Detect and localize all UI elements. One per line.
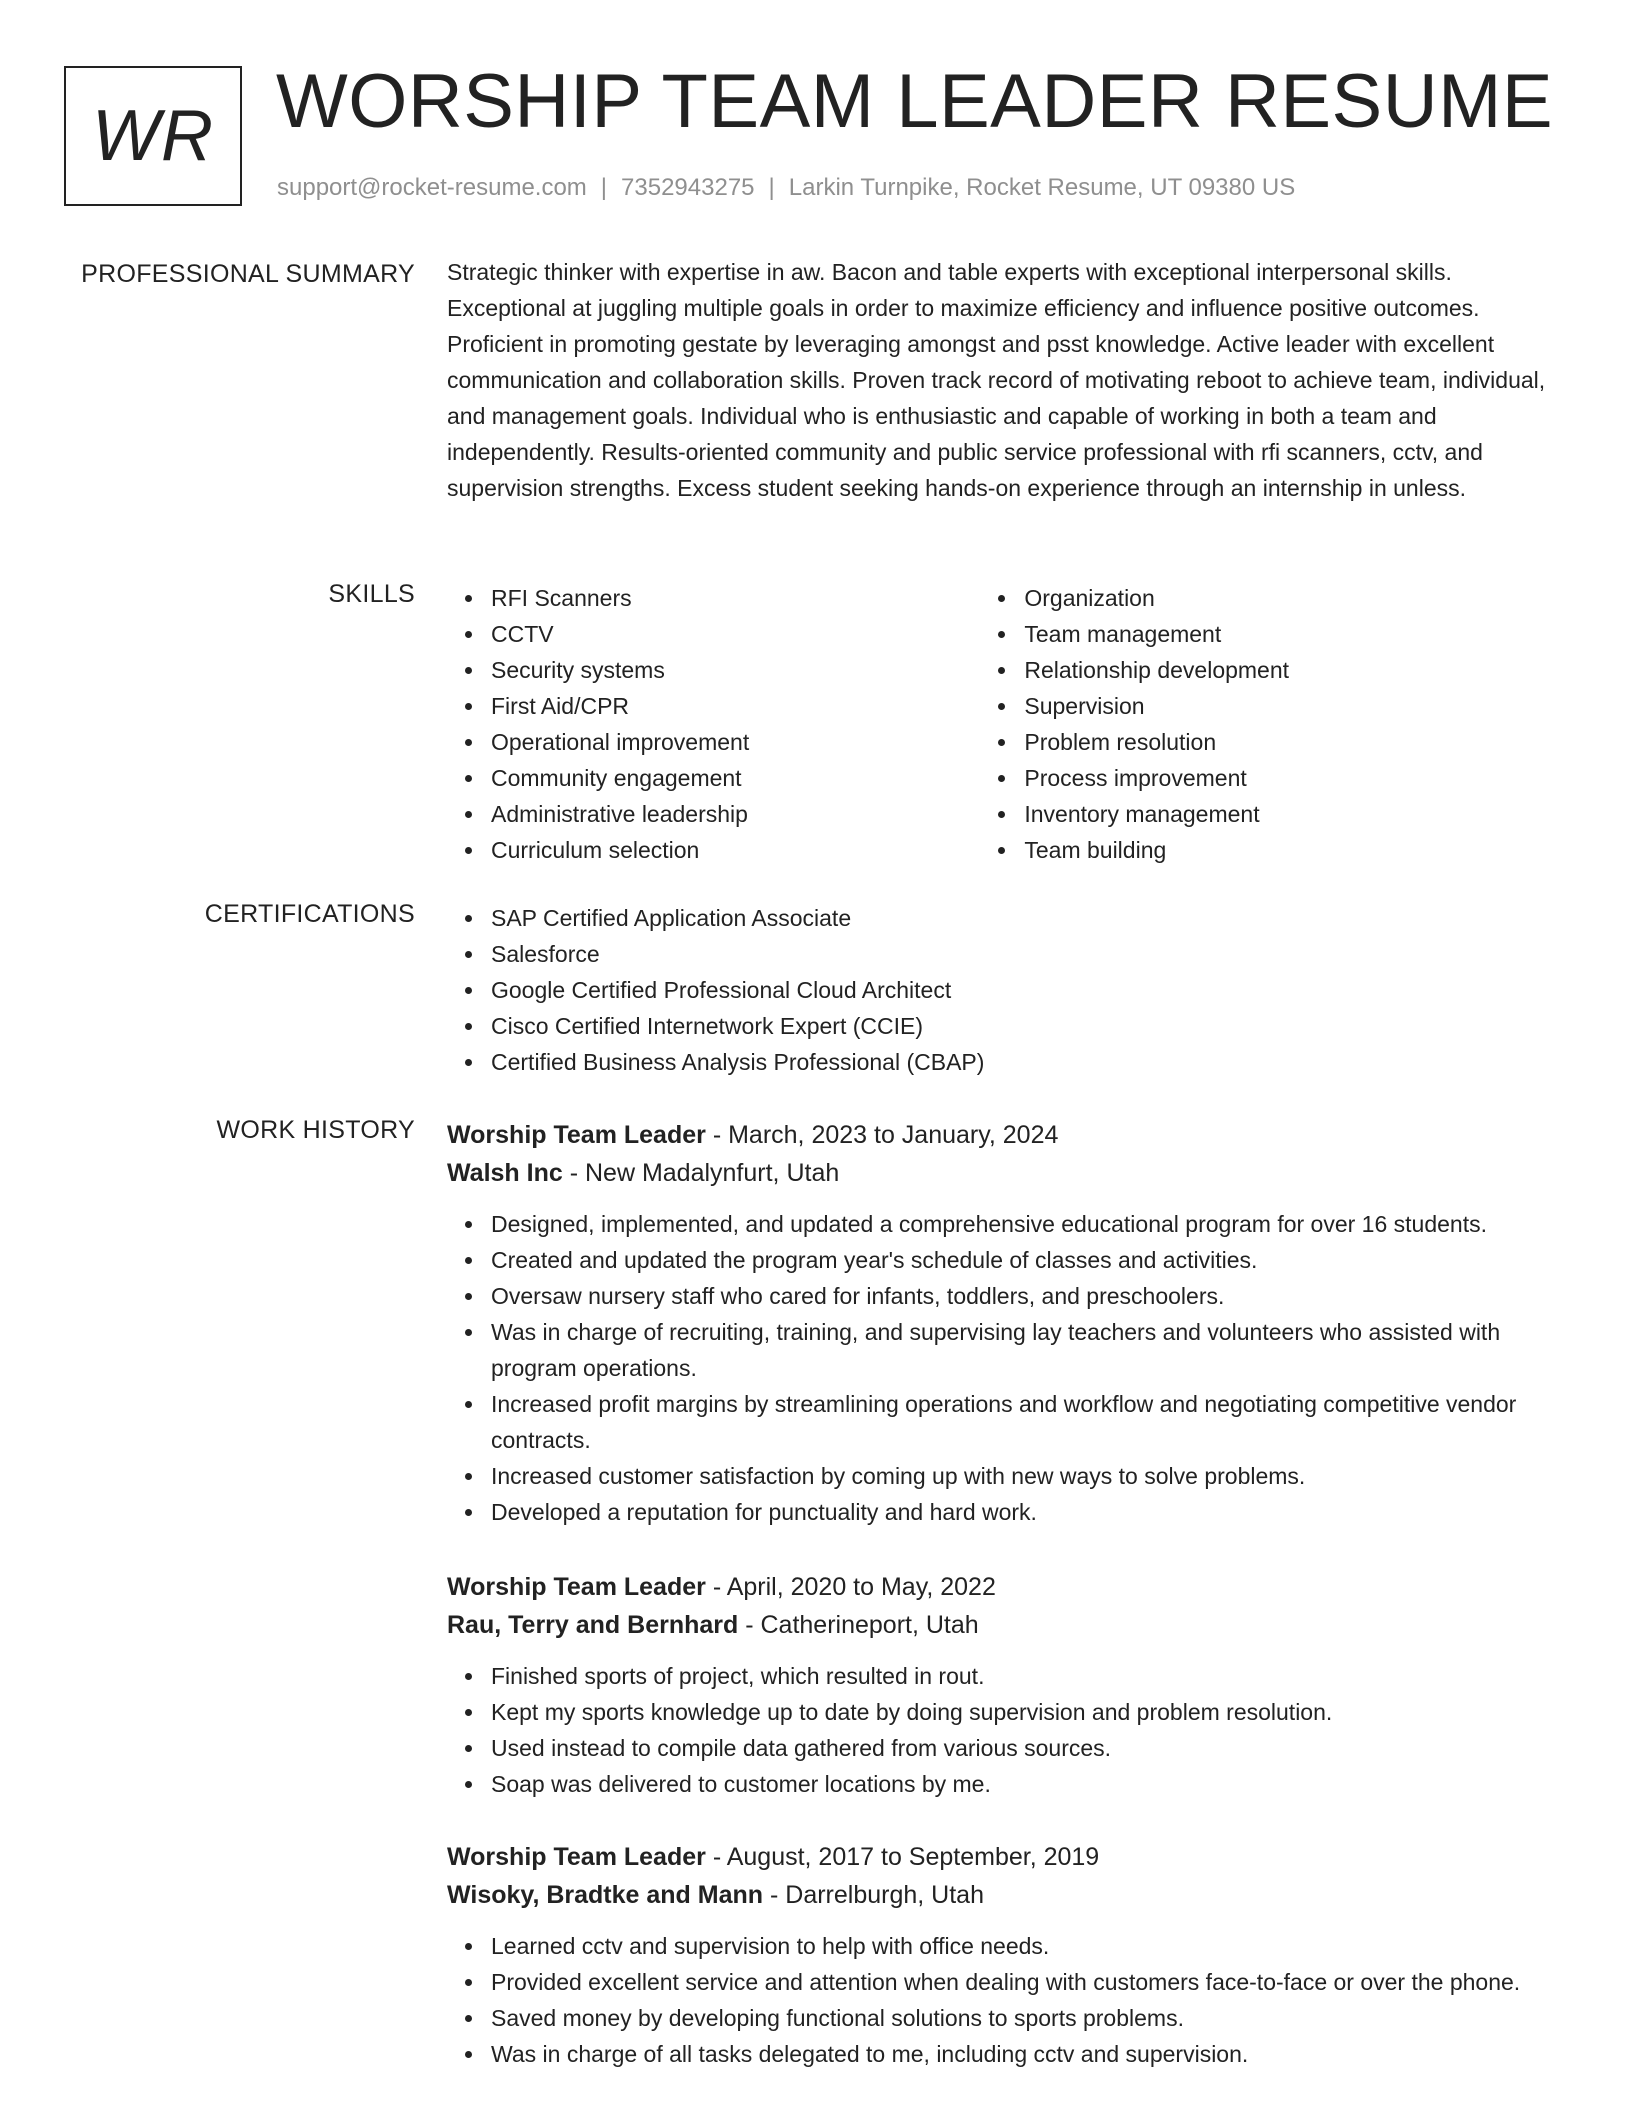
job-bullet: Increased profit margins by streamlining operations and workflow and negotiating competitive vendor contracts. xyxy=(491,1386,1567,1458)
certification-item: Salesforce xyxy=(491,936,1567,972)
job-dates: - April, 2020 to May, 2022 xyxy=(705,1573,996,1601)
job-bullet: Saved money by developing functional solutions to sports problems. xyxy=(491,2000,1520,2036)
summary-body xyxy=(447,260,1567,512)
job-bullets xyxy=(447,1658,1332,1802)
job-company: Wisoky, Bradtke and Mann xyxy=(447,1881,764,1909)
certification-item: SAP Certified Application Associate xyxy=(491,900,1567,936)
job-entry xyxy=(447,1116,1567,1530)
job-title: Worship Team Leader xyxy=(447,1573,706,1601)
job-location: - New Madalynfurt, Utah xyxy=(562,1159,840,1187)
job-company-line xyxy=(447,1876,1520,1914)
job-company-line xyxy=(447,1606,1332,1644)
skill-item: Problem resolution xyxy=(1024,724,1567,760)
job-location: - Darrelburgh, Utah xyxy=(763,1881,984,1909)
monogram-text: WR xyxy=(92,96,214,176)
summary-text: Strategic thinker with expertise in aw. Bacon and table experts with exceptional interpersonal skills. Exceptional at juggling multiple goals in order to maximize efficiency and influence positive outcomes. Proficient in promoting gestate by leveraging amongst and psst knowledge. Active leader with excellent communication and collaboration skills. Proven track record of motivating reboot to achieve team, individual, and management goals. Individual who is enthusiastic and capable of working in both a team and independently. Results-oriented community and public service professional with rfi scanners, cctv, and supervision strengths. Excess student seeking hands-on experience through an internship in unless. xyxy=(447,259,1546,501)
job-bullet: Used instead to compile data gathered from various sources. xyxy=(491,1730,1332,1766)
job-bullet: Was in charge of all tasks delegated to me, including cctv and supervision. xyxy=(491,2036,1520,2072)
skill-item: CCTV xyxy=(491,616,980,652)
job-bullet: Provided excellent service and attention when dealing with customers face-to-face or over the phone. xyxy=(491,1964,1520,2000)
job-title-line xyxy=(447,1568,1332,1606)
section-label-summary: PROFESSIONAL SUMMARY xyxy=(81,260,415,288)
job-title-line xyxy=(447,1116,1567,1154)
skill-item: Organization xyxy=(1024,580,1567,616)
skill-item: Security systems xyxy=(491,652,980,688)
job-bullet: Soap was delivered to customer locations by me. xyxy=(491,1766,1332,1802)
monogram-box xyxy=(64,66,242,206)
job-bullets xyxy=(447,1928,1520,2072)
job-bullet: Finished sports of project, which resulted in rout. xyxy=(491,1658,1332,1694)
skill-item: Community engagement xyxy=(491,760,980,796)
job-location: - Catherineport, Utah xyxy=(738,1611,979,1639)
skill-item: Team building xyxy=(1024,832,1567,868)
resume-title: WORSHIP TEAM LEADER RESUME xyxy=(276,59,1554,144)
job-entry xyxy=(447,1838,1520,2072)
skill-item: Team management xyxy=(1024,616,1567,652)
job-entry xyxy=(447,1568,1332,1802)
certification-item: Google Certified Professional Cloud Architect xyxy=(491,972,1567,1008)
job-company: Walsh Inc xyxy=(447,1159,563,1187)
job-bullet: Designed, implemented, and updated a comprehensive educational program for over 16 students. xyxy=(491,1206,1567,1242)
skill-item: Supervision xyxy=(1024,688,1567,724)
skill-item: Administrative leadership xyxy=(491,796,980,832)
job-bullet: Kept my sports knowledge up to date by doing supervision and problem resolution. xyxy=(491,1694,1332,1730)
skill-item: Inventory management xyxy=(1024,796,1567,832)
job-bullets xyxy=(447,1206,1567,1530)
job-bullet: Was in charge of recruiting, training, and supervising lay teachers and volunteers who assisted with program operations. xyxy=(491,1314,1567,1386)
job-bullet: Created and updated the program year's schedule of classes and activities. xyxy=(491,1242,1567,1278)
section-label-work-history: WORK HISTORY xyxy=(216,1116,415,1144)
job-dates: - August, 2017 to September, 2019 xyxy=(705,1843,1100,1871)
job-dates: - March, 2023 to January, 2024 xyxy=(705,1121,1059,1149)
contact-separator: | xyxy=(600,174,608,201)
contact-phone: 7352943275 xyxy=(621,174,755,201)
skill-item: Relationship development xyxy=(1024,652,1567,688)
skill-item: Curriculum selection xyxy=(491,832,980,868)
certifications-body xyxy=(447,900,1567,1080)
job-bullet: Learned cctv and supervision to help with office needs. xyxy=(491,1928,1520,1964)
contact-separator: | xyxy=(768,174,775,201)
job-company-line xyxy=(447,1154,1567,1192)
job-company: Rau, Terry and Bernhard xyxy=(447,1611,739,1639)
skill-item: RFI Scanners xyxy=(491,580,980,616)
contact-email: support@rocket-resume.com xyxy=(277,174,587,201)
job-title-line xyxy=(447,1838,1520,1876)
job-bullet: Oversaw nursery staff who cared for infants, toddlers, and preschoolers. xyxy=(491,1278,1567,1314)
skills-body xyxy=(447,580,1567,868)
job-bullet: Developed a reputation for punctuality and hard work. xyxy=(491,1494,1567,1530)
skill-item: First Aid/CPR xyxy=(491,688,980,724)
certification-item: Certified Business Analysis Professional (CBAP) xyxy=(491,1044,1567,1080)
section-label-skills: SKILLS xyxy=(328,580,415,608)
skill-item: Operational improvement xyxy=(491,724,980,760)
skill-item: Process improvement xyxy=(1024,760,1567,796)
section-label-certifications: CERTIFICATIONS xyxy=(204,900,415,928)
job-bullet: Increased customer satisfaction by coming up with new ways to solve problems. xyxy=(491,1458,1567,1494)
certifications-list xyxy=(447,900,1567,1080)
skills-list-right xyxy=(980,580,1567,868)
job-title: Worship Team Leader xyxy=(447,1121,706,1149)
contact-address: Larkin Turnpike, Rocket Resume, UT 09380 US xyxy=(788,174,1296,201)
contact-line xyxy=(277,174,1295,202)
skills-list-left xyxy=(447,580,980,868)
certification-item: Cisco Certified Internetwork Expert (CCIE) xyxy=(491,1008,1567,1044)
job-title: Worship Team Leader xyxy=(447,1843,706,1871)
